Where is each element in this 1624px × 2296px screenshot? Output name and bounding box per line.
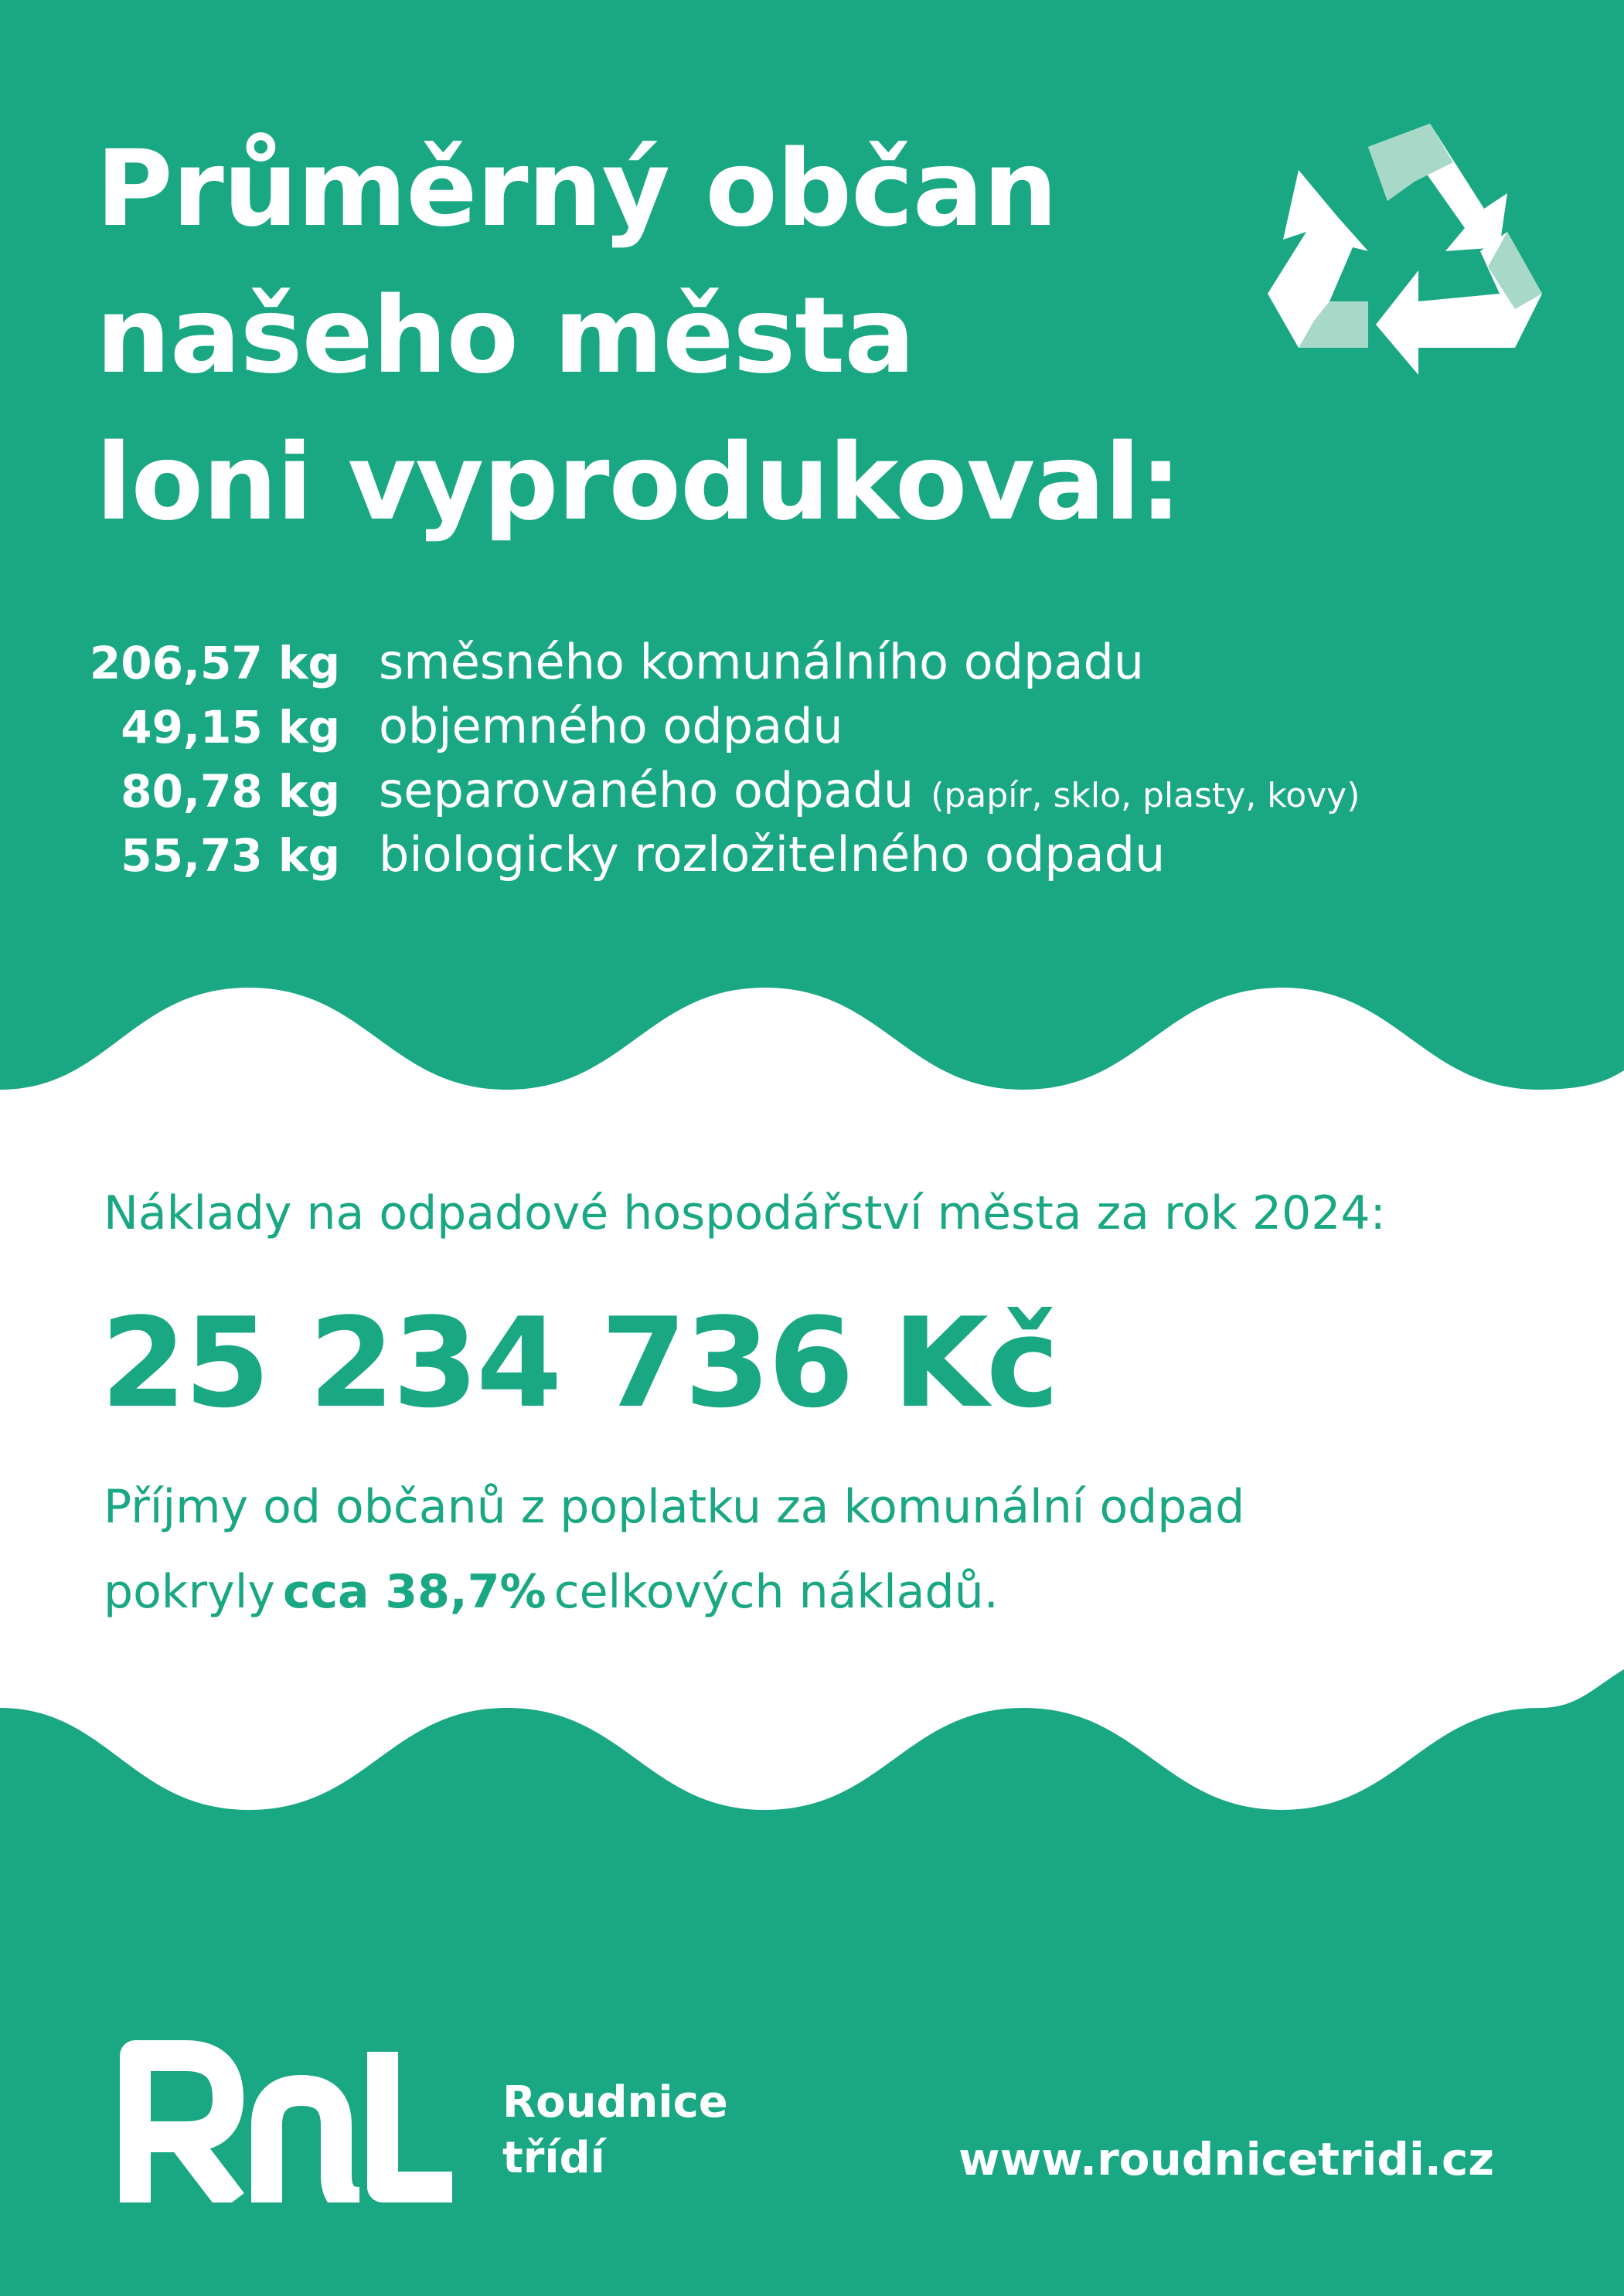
income-note <box>104 1464 1244 1634</box>
logo-text-line-1: Roudnice <box>502 2077 728 2128</box>
stat-label: biologicky rozložitelného odpadu <box>379 826 1166 883</box>
stat-note: (papír, sklo, plasty, kovy) <box>931 776 1360 815</box>
stat-label: objemného odpadu <box>379 698 843 754</box>
headline <box>96 116 1181 556</box>
logo-text <box>502 2075 728 2186</box>
stat-label: separovaného odpadu <box>379 762 914 818</box>
income-suffix: celkových nákladů. <box>553 1565 999 1619</box>
costs-value: 25 234 736 Kč <box>100 1291 1057 1435</box>
income-line-2 <box>104 1549 1244 1634</box>
stat-value: 206,57 kg <box>89 637 340 689</box>
stat-label: směsného komunálního odpadu <box>379 634 1145 690</box>
stat-row-separated-waste <box>85 762 1360 826</box>
logo-text-line-2: třídí <box>502 2133 605 2183</box>
income-line-1: Příjmy od občanů z poplatku za komunální odpad <box>104 1480 1245 1534</box>
headline-line-3: loni vyprodukoval: <box>96 422 1181 544</box>
income-percentage: cca 38,7% <box>282 1565 546 1619</box>
headline-line-1: Průměrný občan <box>96 128 1057 250</box>
recycle-icon <box>1252 116 1554 402</box>
stat-value: 55,73 kg <box>121 829 340 882</box>
costs-label: Náklady na odpadové hospodářství města za rok 2024: <box>104 1186 1386 1240</box>
stat-row-mixed-waste <box>85 634 1360 698</box>
stat-row-bulky-waste <box>85 698 1360 762</box>
rnl-logo <box>120 2040 460 2202</box>
website-link[interactable]: www.roudnicetridi.cz <box>958 2133 1494 2185</box>
stat-row-bio-waste <box>85 826 1360 890</box>
stat-value: 49,15 kg <box>121 701 340 753</box>
headline-line-2: našeho města <box>96 275 915 397</box>
stat-value: 80,78 kg <box>121 765 340 818</box>
waste-stats <box>85 634 1360 890</box>
income-prefix: pokryly <box>104 1565 275 1619</box>
